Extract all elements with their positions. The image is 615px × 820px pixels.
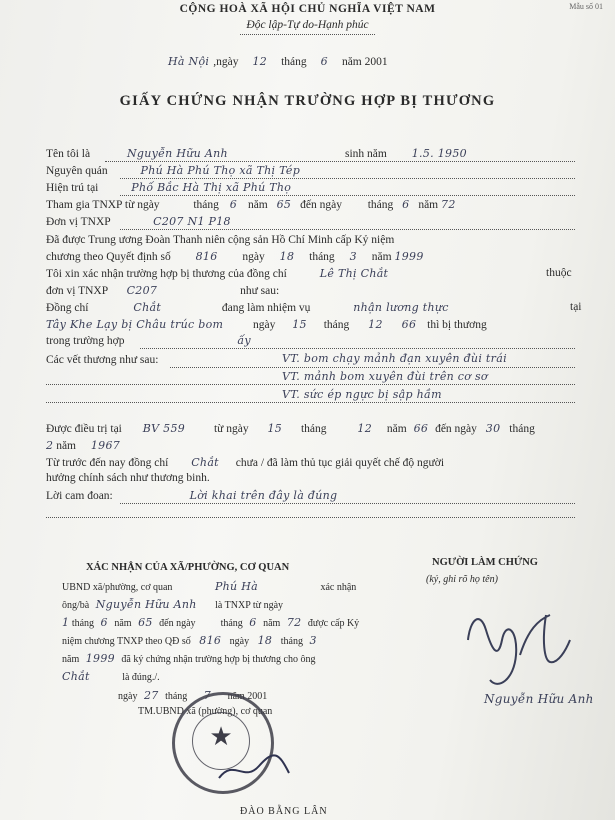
issue-month: 6: [320, 55, 328, 68]
dotted-line: [46, 384, 575, 385]
left-row-5: năm 1999 đã ký chứng nhận trường hợp bị thương cho ông: [62, 652, 316, 665]
motto-underline: [240, 34, 375, 35]
stamp-name: ĐÀO BẰNG LÂN: [240, 806, 328, 817]
line-name: Tên tôi là Nguyễn Hữu Anh: [46, 147, 228, 160]
dotted-line: [46, 402, 575, 403]
line-circumstance: trong trường hợp ấy: [46, 334, 251, 347]
birth-date: 1.5. 1950: [411, 147, 467, 160]
dotted-line: [140, 348, 575, 349]
issue-place: Hà Nội: [168, 55, 210, 68]
witness-signature: [458, 600, 588, 695]
line-policy: Từ trước đến nay đồng chí Chắt chưa / đã làm thủ tục giải quyết chế độ người: [46, 456, 445, 469]
hometown: Phú Hà Phú Thọ xã Thị Tép: [140, 164, 301, 177]
unit: C207 N1 P18: [153, 215, 231, 228]
applicant-name: Nguyễn Hữu Anh: [126, 147, 228, 160]
line-wounds-label: Các vết thương như sau:: [46, 354, 159, 366]
hospital: BV 559: [142, 422, 186, 435]
line-treatment-end: 2 năm 1967: [46, 439, 121, 452]
duty-suffix: tại: [570, 301, 582, 313]
dotted-line: [170, 367, 575, 368]
official-signature: [214, 748, 294, 788]
decision-number: 816: [195, 250, 218, 263]
injured-name: Lê Thị Chắt: [319, 267, 389, 280]
line-place: Tây Khe Lạy bị Châu trúc bom ngày 15 tháng 12 66 thì bị thương: [46, 318, 487, 331]
dotted-line: [120, 229, 575, 230]
wound-3: VT. sức ép ngực bị sập hầm: [282, 388, 442, 401]
left-row-7: ngày 27 tháng 7 năm 2001: [118, 689, 268, 702]
left-row-6: Chắt là đúng./.: [62, 670, 160, 683]
line-pledge: Lời cam đoan: Lời khai trên đây là đúng: [46, 489, 338, 502]
left-row-2: ông/bà Nguyễn Hữu Anh là TNXP từ ngày: [62, 598, 284, 611]
line-unit: Đơn vị TNXP C207 N1 P18: [46, 215, 231, 228]
confirm-suffix: thuộc: [546, 267, 572, 279]
line-residence: Hiện trú tại Phố Bắc Hà Thị xã Phú Thọ: [46, 181, 292, 194]
dotted-line: [105, 161, 575, 162]
motto: Độc lập-Tự do-Hạnh phúc: [246, 19, 369, 31]
pledge-text: Lời khai trên đây là đúng: [189, 489, 338, 502]
left-row-8: TM.UBND xã (phường), cơ quan: [138, 706, 273, 717]
line-decision: chương theo Quyết định số 816 ngày 18 tháng 3 năm 1999: [46, 250, 424, 263]
line-treatment: Được điều trị tại BV 559 từ ngày 15 tháng 12 năm 66 đến ngày 30 tháng: [46, 422, 535, 435]
residence: Phố Bắc Hà Thị xã Phú Thọ: [131, 181, 292, 194]
line-policy-2: hưởng chính sách như thương binh.: [46, 472, 210, 484]
country-name: CỘNG HOÀ XÃ HỘI CHỦ NGHĨA VIỆT NAM: [179, 3, 436, 15]
line-medal: Đã được Trung ương Đoàn Thanh niên cộng sản Hồ Chí Minh cấp Kỷ niệm: [46, 234, 395, 246]
issue-day: 12: [252, 55, 268, 68]
form-number: Mẫu số 01: [569, 2, 603, 11]
left-row-3: 1 tháng 6 năm 65 đến ngày tháng 6 năm 72 được cấp Kỷ: [62, 616, 360, 629]
wound-1: VT. bom chạy mảnh đạn xuyên đùi trái: [282, 352, 507, 365]
left-row-1: UBND xã/phường, cơ quan Phú Hà xác nhận: [62, 580, 357, 593]
document-title: GIẤY CHỨNG NHẬN TRƯỜNG HỢP BỊ THƯƠNG: [119, 93, 496, 109]
witness-name: Nguyễn Hữu Anh: [484, 692, 594, 706]
wound-2: VT. mảnh bom xuyên đùi trên cơ sơ: [282, 370, 488, 383]
dotted-line: [46, 517, 575, 518]
line-unit2: đơn vị TNXP C207 như sau:: [46, 284, 280, 297]
witness-heading: NGƯỜI LÀM CHỨNG: [432, 557, 538, 568]
line-service-period: Tham gia TNXP từ ngày tháng 6 năm 65 đến ngày tháng 6 năm 72: [46, 198, 456, 211]
line-duty: Đồng chí Chắt đang làm nhiệm vụ nhận lương thực: [46, 301, 449, 314]
dotted-line: [120, 503, 575, 504]
dotted-line: [120, 195, 575, 196]
line-confirm: Tôi xin xác nhận trường hợp bị thương của đồng chí Lê Thị Chắt: [46, 267, 389, 280]
dotted-line: [120, 178, 575, 179]
witness-subheading: (ký, ghi rõ họ tên): [426, 574, 498, 585]
left-row-4: niệm chương TNXP theo QĐ số 816 ngày 18 tháng 3: [62, 634, 317, 647]
line-birth: sinh năm 1.5. 1950: [345, 147, 467, 160]
line-hometown: Nguyên quán Phú Hà Phú Thọ xã Thị Tép: [46, 164, 301, 177]
left-heading: XÁC NHẬN CỦA XÃ/PHƯỜNG, CƠ QUAN: [86, 562, 290, 573]
stamp-star-icon: ★: [209, 722, 233, 751]
issue-date: Hà Nội ,ngày 12 tháng 6 năm 2001: [168, 55, 388, 68]
